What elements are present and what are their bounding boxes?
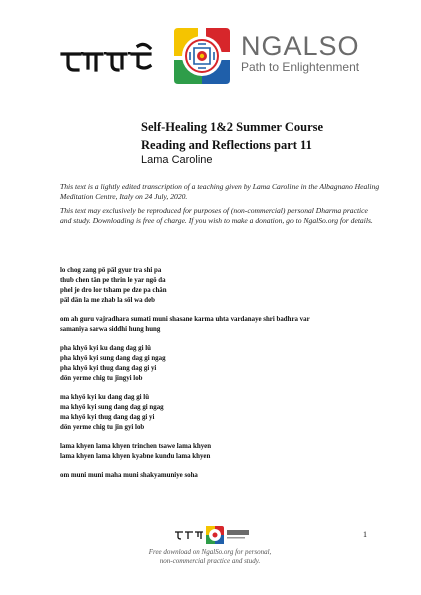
verse-line: om muni muni maha muni shakyamuniye soha — [60, 472, 198, 479]
intro-paragraph: This text is a lightly edited transcription of a teaching given by Lama Caroline in the Albagnano Healing Meditation Centre, Italy on 24 July, 2020. — [60, 182, 380, 201]
prayer-text — [60, 266, 400, 490]
footer-logo-icon — [173, 524, 251, 546]
verse-block — [60, 266, 400, 306]
verse-line: pha khyö kyi ku dang dag gi lü — [60, 345, 151, 352]
brand-tagline: Path to Enlightenment — [241, 60, 360, 74]
verse-line: päl dän la me zhab la söl wa deb — [60, 297, 155, 304]
verse-line: pha khyö kyi sung dang dag gi ngag — [60, 355, 166, 362]
verse-block — [60, 315, 400, 335]
verse-line: ma khyö kyi ku dang dag gi lü — [60, 394, 150, 401]
verse-line: thub chen tän pe thrin le yar ngö da — [60, 277, 166, 284]
verse-block — [60, 442, 400, 462]
verse-line: phel je dro lor tsham pe dze pa chän — [60, 287, 167, 294]
verse-line: dön yerme chig tu jin gyi lob — [60, 424, 145, 431]
verse-block — [60, 471, 400, 481]
verse-line: ma khyö kyi thug dang dag gi yi — [60, 414, 155, 421]
brand-name: NGALSO — [241, 31, 360, 61]
copyright-paragraph: This text may exclusively be reproduced for purposes of (non-commercial) personal Dharma practice and study. Downloading is free of charge. If you wish to make a donation, go to NgalSo.org for details. — [60, 206, 373, 225]
header-logo — [58, 20, 368, 90]
footer-line: Free download on NgalSo.org for personal, — [148, 548, 272, 556]
verse-line: lo chog zang pö päl gyur tra shi pa — [60, 267, 162, 274]
author-name: Lama Caroline — [141, 154, 213, 166]
ngalso-emblem-icon — [170, 24, 234, 88]
verse-line: lama khyen lama khyen kyabne kundu lama khyen — [60, 453, 211, 460]
intro-notes — [60, 182, 380, 230]
page-number: 1 — [363, 530, 367, 539]
verse-block — [60, 393, 400, 433]
document-title: Self-Healing 1&2 Summer Course — [141, 120, 324, 134]
brand-block — [241, 32, 360, 74]
verse-block — [60, 344, 400, 384]
verse-line: om ah guru vajradhara sumati muni shasane karma uhta vardanaye shri badhra var — [60, 316, 310, 323]
footer-line: non-commercial practice and study. — [159, 557, 261, 565]
verse-line: samaniya sarwa siddhi hung hung — [60, 326, 161, 333]
verse-line: pha khyö kyi thug dang dag gi yi — [60, 365, 157, 372]
document-title-block — [141, 119, 401, 167]
tibetan-script-logo — [58, 40, 163, 80]
document-subtitle: Reading and Reflections part 11 — [141, 138, 312, 152]
footer-note — [110, 548, 310, 566]
verse-line: lama khyen lama khyen trinchen tsawe lama khyen — [60, 443, 212, 450]
verse-line: ma khyö kyi sung dang dag gi ngag — [60, 404, 164, 411]
verse-line: dön yerme chig tu jingyi lob — [60, 375, 143, 382]
